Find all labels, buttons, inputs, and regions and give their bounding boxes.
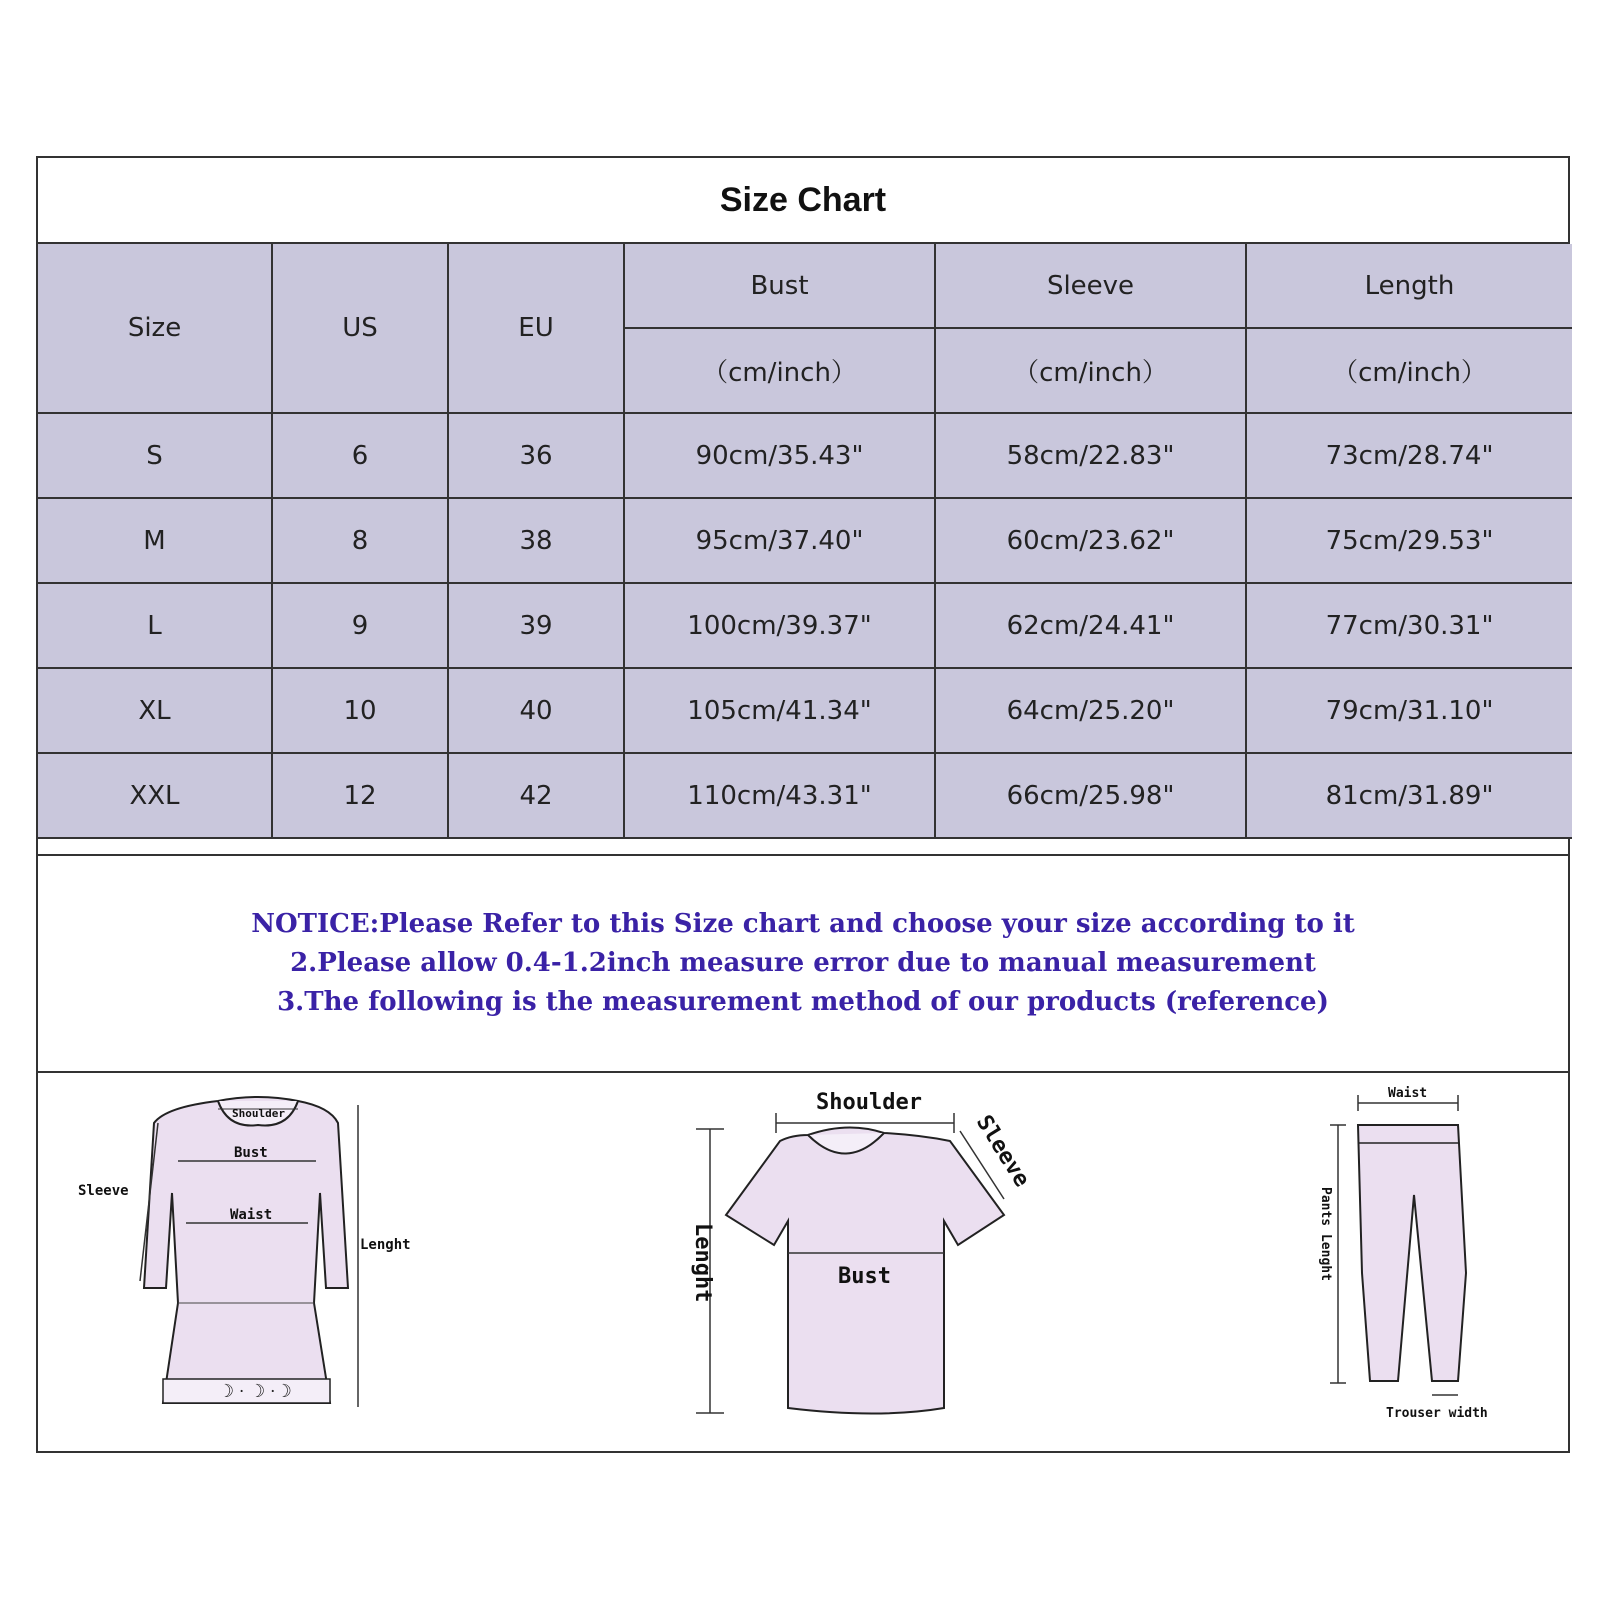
cell-sleeve: 62cm/24.41"	[935, 583, 1246, 668]
header-sleeve: Sleeve	[935, 244, 1246, 328]
header-bust-unit: （cm/inch）	[624, 328, 935, 413]
tshirt-bust-label: Bust	[838, 1264, 891, 1289]
notice-block	[38, 854, 1568, 1073]
dress-shoulder-label: Shoulder	[232, 1107, 285, 1120]
tshirt-shoulder-label: Shoulder	[816, 1090, 922, 1115]
table-row	[38, 753, 1572, 838]
dress-sleeve-label: Sleeve	[78, 1183, 129, 1199]
header-bust: Bust	[624, 244, 935, 328]
cell-sleeve: 64cm/25.20"	[935, 668, 1246, 753]
pants-diagram	[1318, 1083, 1563, 1428]
cell-size: S	[38, 413, 272, 498]
cell-length: 75cm/29.53"	[1246, 498, 1572, 583]
cell-length: 77cm/30.31"	[1246, 583, 1572, 668]
cell-bust: 90cm/35.43"	[624, 413, 935, 498]
cell-length: 79cm/31.10"	[1246, 668, 1572, 753]
dress-waist-label: Waist	[230, 1207, 273, 1223]
cell-bust: 110cm/43.31"	[624, 753, 935, 838]
measurement-figures	[38, 1073, 1568, 1451]
dress-diagram	[68, 1083, 428, 1428]
header-size: Size	[38, 244, 272, 413]
cell-eu: 39	[448, 583, 624, 668]
cell-us: 8	[272, 498, 448, 583]
table-row	[38, 413, 1572, 498]
cell-sleeve: 58cm/22.83"	[935, 413, 1246, 498]
header-sleeve-unit: （cm/inch）	[935, 328, 1246, 413]
cell-eu: 36	[448, 413, 624, 498]
cell-length: 73cm/28.74"	[1246, 413, 1572, 498]
cell-us: 6	[272, 413, 448, 498]
pants-length-label: Pants Lenght	[1318, 1187, 1333, 1281]
dress-length-label: Lenght	[360, 1237, 411, 1253]
pants-waist-label: Waist	[1388, 1086, 1428, 1101]
svg-text:☽ · ☽ ·☽: ☽ · ☽ ·☽	[218, 1381, 292, 1401]
dress-shape	[144, 1097, 348, 1403]
cell-size: L	[38, 583, 272, 668]
notice-line-3: 3.The following is the measurement method of our products (reference)	[277, 987, 1329, 1017]
notice-line-2: 2.Please allow 0.4-1.2inch measure error due to manual measurement	[290, 948, 1316, 978]
cell-eu: 42	[448, 753, 624, 838]
cell-size: XL	[38, 668, 272, 753]
pants-width-label: Trouser width	[1386, 1406, 1488, 1421]
cell-sleeve: 66cm/25.98"	[935, 753, 1246, 838]
header-length: Length	[1246, 244, 1572, 328]
header-eu: EU	[448, 244, 624, 413]
cell-eu: 38	[448, 498, 624, 583]
cell-us: 9	[272, 583, 448, 668]
tshirt-diagram	[658, 1083, 1078, 1433]
tshirt-length-label: Lenght	[690, 1223, 715, 1303]
cell-sleeve: 60cm/23.62"	[935, 498, 1246, 583]
cell-size: XXL	[38, 753, 272, 838]
header-row	[38, 244, 1572, 328]
table-row	[38, 583, 1572, 668]
table-row	[38, 668, 1572, 753]
cell-length: 81cm/31.89"	[1246, 753, 1572, 838]
cell-bust: 95cm/37.40"	[624, 498, 935, 583]
page-title: Size Chart	[38, 158, 1568, 244]
size-table	[38, 244, 1572, 839]
table-row	[38, 498, 1572, 583]
cell-us: 12	[272, 753, 448, 838]
header-us: US	[272, 244, 448, 413]
cell-us: 10	[272, 668, 448, 753]
cell-eu: 40	[448, 668, 624, 753]
cell-bust: 100cm/39.37"	[624, 583, 935, 668]
notice-line-1: NOTICE:Please Refer to this Size chart and choose your size according to it	[251, 909, 1355, 939]
tshirt-sleeve-label: Sleeve	[970, 1110, 1035, 1192]
header-length-unit: （cm/inch）	[1246, 328, 1572, 413]
cell-bust: 105cm/41.34"	[624, 668, 935, 753]
cell-size: M	[38, 498, 272, 583]
dress-bust-label: Bust	[234, 1145, 268, 1161]
pants-shape	[1358, 1125, 1466, 1381]
size-chart-frame	[36, 156, 1570, 1453]
